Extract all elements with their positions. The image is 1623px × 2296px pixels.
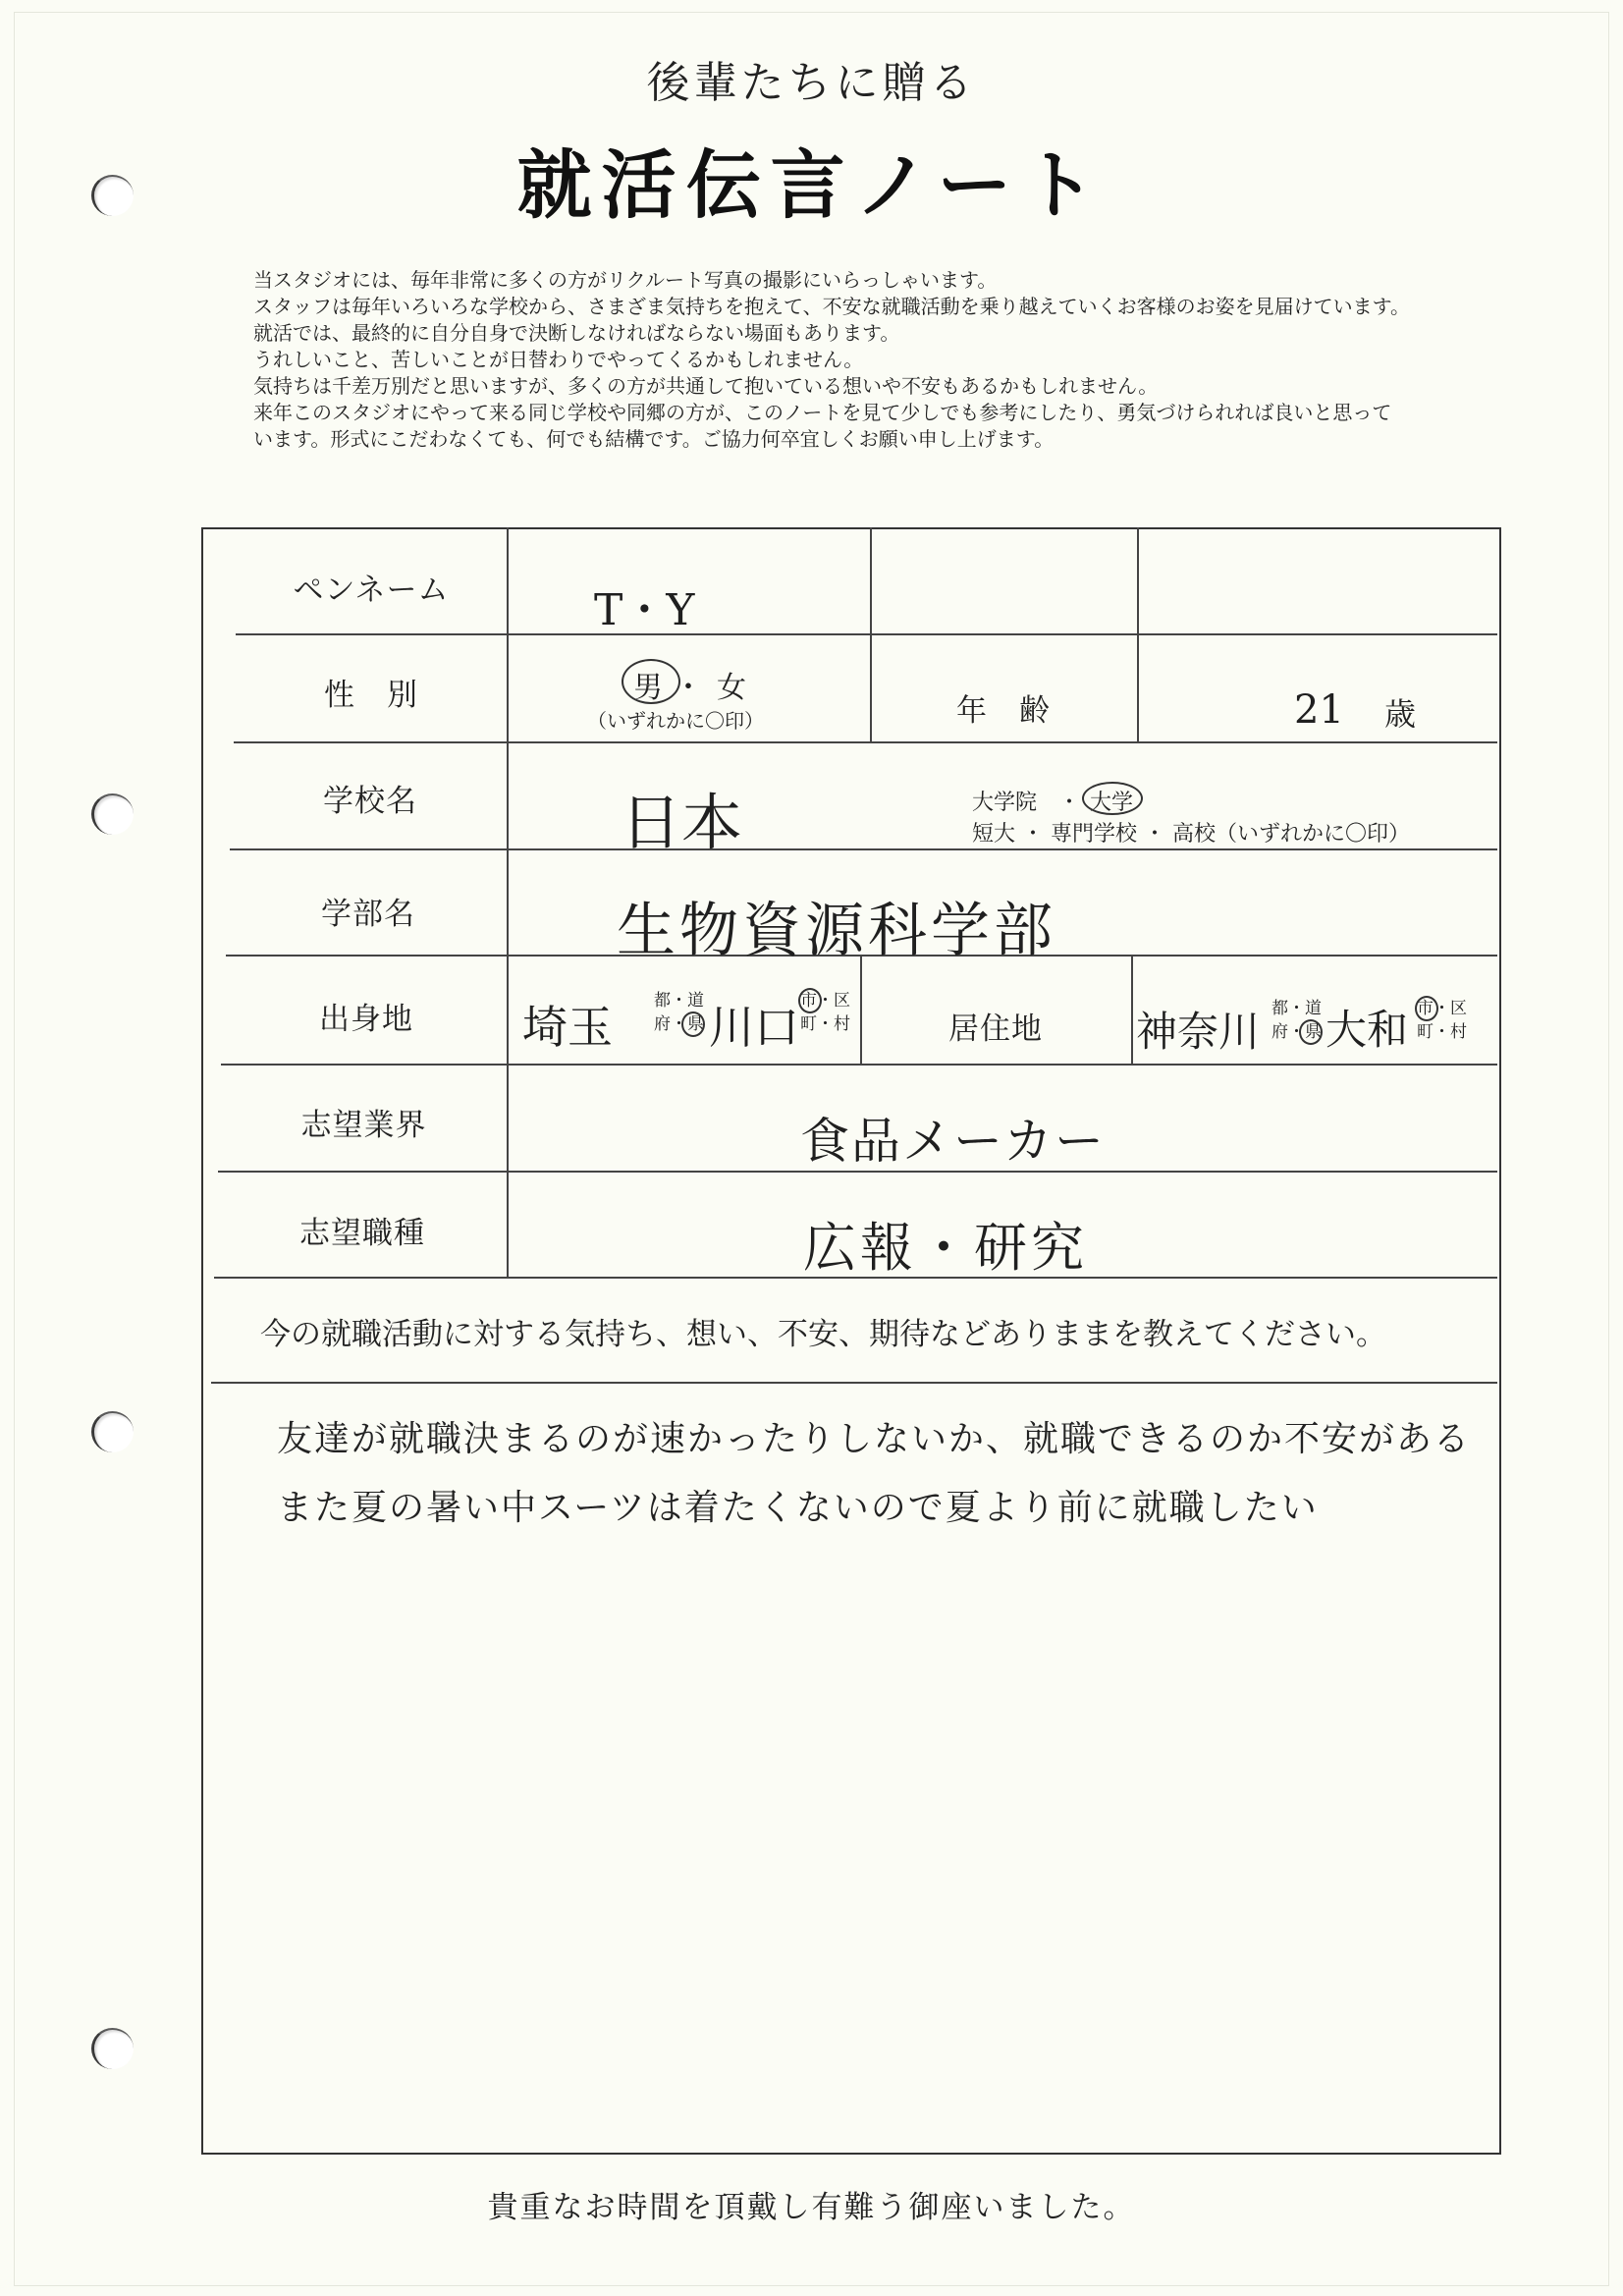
- selection-circle: [1082, 782, 1143, 815]
- document-title: 就活伝言ノート: [516, 141, 1107, 229]
- row-divider: [234, 741, 1497, 743]
- column-divider: [507, 527, 509, 1277]
- intro-paragraph: [253, 267, 1579, 453]
- intro-line: います。形式にこだわなくても、何でも結構です。ご協力何卒宜しくお願い申し上げます。: [253, 427, 1055, 451]
- job-type-label: 志望職種: [299, 1216, 425, 1251]
- selection-circle: [798, 988, 822, 1013]
- column-divider: [1131, 955, 1133, 1064]
- gender-separator: ・: [674, 671, 703, 705]
- hometown-label: 出身地: [319, 1002, 413, 1037]
- gender-male-option: 男: [633, 671, 663, 705]
- footer-thanks: 貴重なお時間を頂戴し有難う御座いました。: [487, 2190, 1136, 2225]
- punch-hole: [91, 1411, 134, 1452]
- column-divider: [1137, 527, 1139, 741]
- punch-hole: [91, 793, 134, 835]
- hometown-prefecture-units-bottom: 府・県: [654, 1014, 704, 1034]
- pen-name-value: T・Y: [594, 585, 695, 635]
- hometown-city-units-top: 市・区: [800, 991, 850, 1011]
- industry-value: 食品メーカー: [800, 1113, 1106, 1170]
- school-value: 日本: [621, 787, 743, 858]
- residence-prefecture-units-top: 都・道: [1271, 999, 1322, 1018]
- residence-prefecture-value: 神奈川: [1136, 1008, 1261, 1056]
- selection-circle: [622, 659, 680, 704]
- intro-line: 気持ちは千差万別だと思いますが、多くの方が共通して抱いている想いや不安もあるかもしれません。: [253, 374, 1159, 398]
- residence-label: 居住地: [948, 1011, 1043, 1047]
- intro-line: スタッフは毎年いろいろな学校から、さまざま気持ちを抱えて、不安な就職活動を乗り越えていくお客様のお姿を見届けています。: [253, 295, 1410, 318]
- faculty-label: 学部名: [321, 897, 415, 932]
- feelings-answer-line: 友達が就職決まるのが速かったりしないか、就職できるのか不安がある: [277, 1419, 1472, 1459]
- school-type-others: 短大 ・ 専門学校 ・ 高校（いずれかに〇印）: [972, 822, 1410, 847]
- hometown-prefecture-units-top: 都・道: [654, 991, 704, 1011]
- row-divider: [236, 633, 1497, 635]
- gender-female-option: 女: [717, 671, 746, 705]
- row-divider: [230, 848, 1497, 850]
- document-subtitle: 後輩たちに贈る: [646, 58, 977, 108]
- intro-line: 当スタジオには、毎年非常に多くの方がリクルート写真の撮影にいらっしゃいます。: [253, 268, 998, 292]
- selection-circle: [681, 1011, 705, 1037]
- row-divider: [211, 1382, 1497, 1384]
- age-unit: 歳: [1384, 695, 1417, 733]
- intro-line: うれしいこと、苦しいことが日替わりでやってくるかもしれません。: [253, 348, 864, 371]
- selection-circle: [1299, 1019, 1323, 1045]
- school-type-graduate: 大学院: [972, 791, 1038, 815]
- pen-name-label: ペンネーム: [293, 573, 450, 608]
- feelings-question: 今の就職活動に対する気持ち、想い、不安、期待などありままを教えてください。: [260, 1317, 1386, 1352]
- school-type-university: 大学: [1090, 791, 1134, 815]
- residence-city-value: 大和: [1325, 1006, 1409, 1054]
- intro-line: 就活では、最終的に自分自身で決断しなければならない場面もあります。: [253, 321, 900, 345]
- age-label: 年 齢: [956, 693, 1051, 729]
- industry-label: 志望業界: [300, 1108, 427, 1143]
- punch-hole: [91, 2028, 134, 2069]
- school-type-separator: ・: [1058, 791, 1081, 815]
- feelings-answer-line: また夏の暑い中スーツは着たくないので夏より前に就職したい: [277, 1488, 1319, 1528]
- age-value: 21: [1294, 687, 1344, 733]
- school-label: 学校名: [323, 784, 417, 819]
- residence-city-units-top: 市・区: [1417, 999, 1467, 1018]
- intro-line: 来年このスタジオにやって来る同じ学校や同郷の方が、このノートを見て少しでも参考にしたり、勇気づけられれば良いと思って: [253, 401, 1392, 424]
- residence-prefecture-units-bottom: 府・県: [1271, 1022, 1322, 1042]
- hometown-city-units-bottom: 町・村: [800, 1014, 850, 1034]
- hometown-city-value: 川口: [709, 1001, 799, 1054]
- gender-label: 性 別: [324, 678, 418, 713]
- hometown-prefecture-value: 埼玉: [522, 1001, 613, 1054]
- residence-city-units-bottom: 町・村: [1417, 1022, 1467, 1042]
- gender-note: （いずれかに〇印）: [587, 709, 764, 733]
- selection-circle: [1415, 996, 1438, 1021]
- row-divider: [221, 1064, 1497, 1066]
- job-type-value: 広報・研究: [803, 1217, 1088, 1279]
- faculty-value: 生物資源科学部: [617, 897, 1056, 965]
